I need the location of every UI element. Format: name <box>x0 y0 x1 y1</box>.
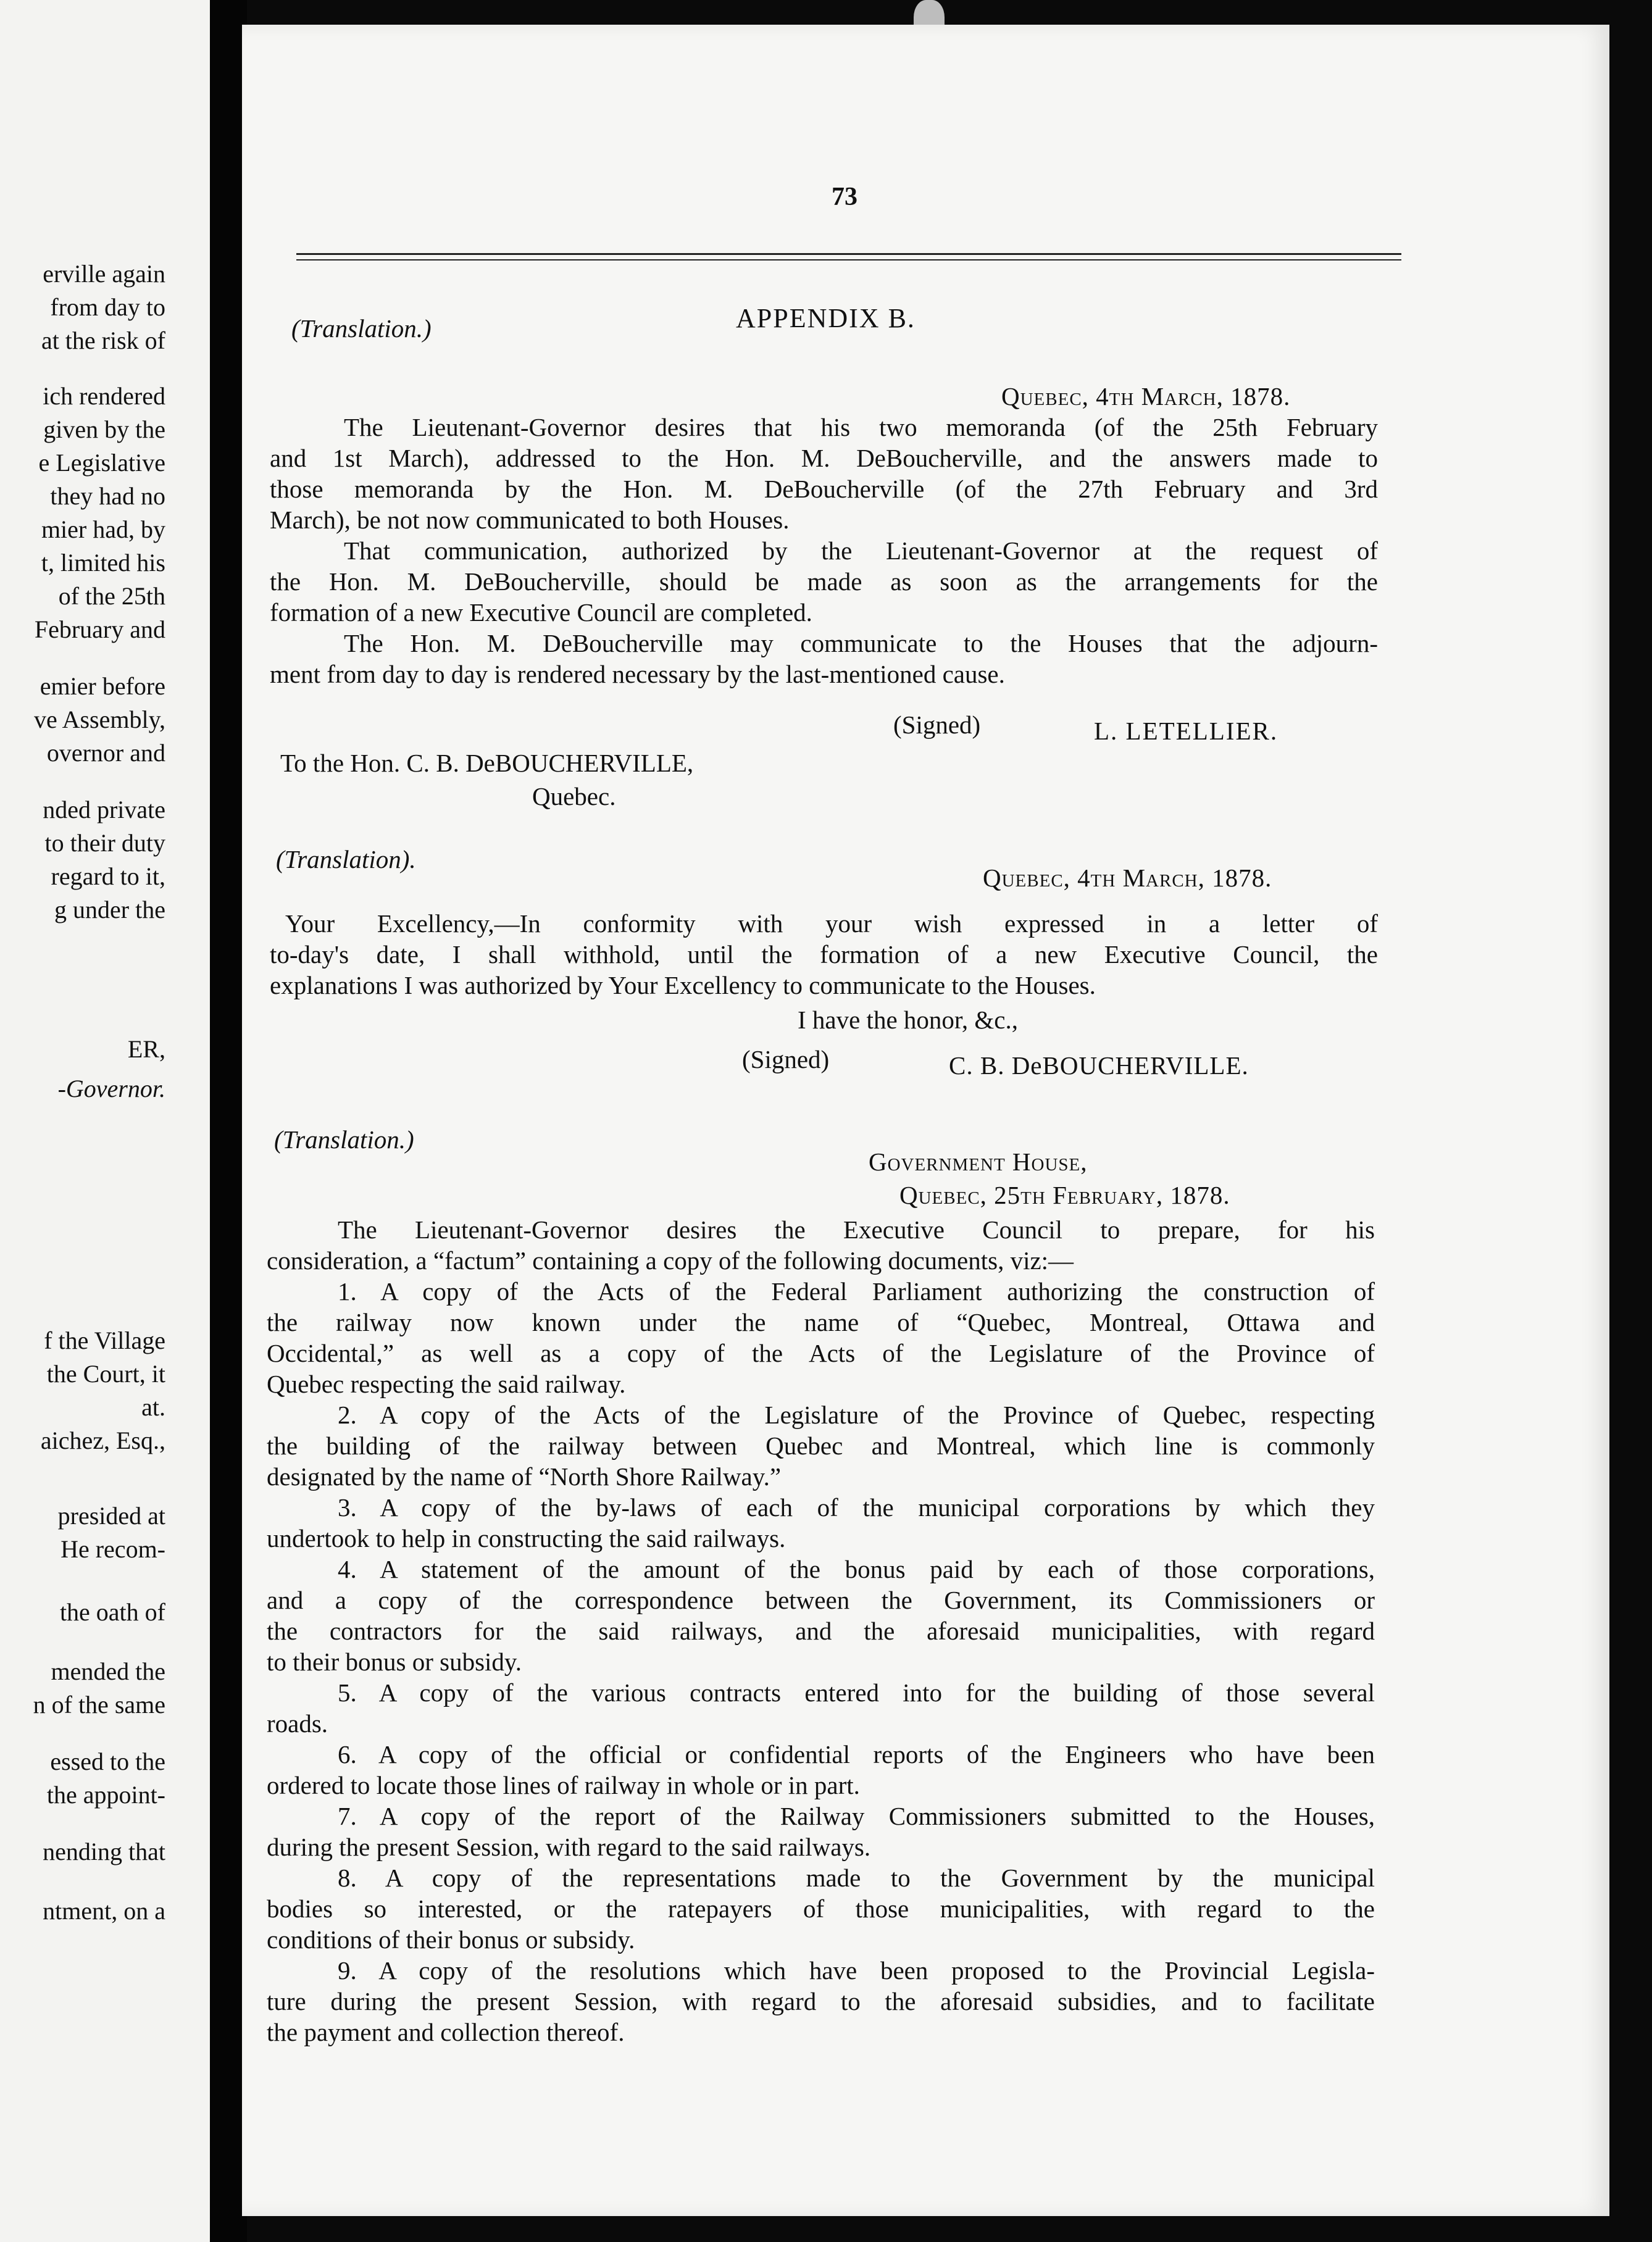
body-line: those memoranda by the Hon. M. DeBoucherville (of the 27th February and 3rd <box>270 475 1378 503</box>
left-page-line: February and <box>34 615 165 643</box>
body-line: ordered to locate those lines of railway in whole or in part. <box>267 1771 860 1799</box>
signed-label: (Signed) <box>893 711 981 739</box>
left-page-line: erville again <box>43 260 165 288</box>
body-line: That communication, authorized by the Lieutenant-Governor at the request of <box>344 536 1378 565</box>
translation-label-3: (Translation.) <box>274 1125 414 1154</box>
body-line: ture during the present Session, with regard to the aforesaid subsidies, and to facilitate <box>267 1987 1375 2015</box>
addressee-line-1: To the Hon. C. B. DeBOUCHERVILLE, <box>280 749 694 777</box>
left-page-line: overnor and <box>46 739 165 767</box>
body-line: the Hon. M. DeBoucherville, should be made as soon as the arrangements for the <box>270 567 1378 596</box>
left-page-line: ER, <box>127 1035 165 1063</box>
body-line: undertook to help in constructing the said railways. <box>267 1524 786 1552</box>
body-line: the railway now known under the name of “Quebec, Montreal, Ottawa and <box>267 1308 1375 1336</box>
body-line: bodies so interested, or the ratepayers of those municipalities, with regard to the <box>267 1894 1375 1923</box>
body-line: 6. A copy of the official or confidential reports of the Engineers who have been <box>338 1740 1375 1769</box>
left-page-line: g under the <box>54 896 165 923</box>
page-number: 73 <box>832 183 857 211</box>
body-line: Quebec respecting the said railway. <box>267 1370 626 1398</box>
book-gutter <box>210 0 247 2242</box>
translation-label-2: (Translation). <box>276 845 416 873</box>
closing: I have the honor, &c., <box>798 1006 1018 1034</box>
signer-deboucherville: C. B. DeBOUCHERVILLE. <box>949 1051 1249 1080</box>
body-line: conditions of their bonus or subsidy. <box>267 1925 635 1954</box>
body-line: explanations I was authorized by Your Excellency to communicate to the Houses. <box>270 971 1096 999</box>
header-rule <box>296 253 1401 255</box>
left-page-line: n of the same <box>33 1691 165 1719</box>
body-line: designated by the name of “North Shore Railway.” <box>267 1462 782 1491</box>
left-page-line: emier before <box>40 672 165 700</box>
body-line: during the present Session, with regard to the said railways. <box>267 1833 871 1861</box>
body-line: 4. A statement of the amount of the bonus paid by each of those corporations, <box>338 1555 1375 1583</box>
body-line: the contractors for the said railways, and the aforesaid municipalities, with regard <box>267 1617 1375 1645</box>
left-page-line: f the Village <box>44 1327 165 1354</box>
translation-label: (Translation.) <box>291 314 432 343</box>
body-line: the building of the railway between Quebec and Montreal, which line is commonly <box>267 1431 1375 1460</box>
left-page-line: nending that <box>43 1838 165 1865</box>
left-page-line: from day to <box>50 293 165 321</box>
body-line: and 1st March), addressed to the Hon. M. DeBoucherville, and the answers made to <box>270 444 1378 472</box>
body-line: The Lieutenant-Governor desires that his two memoranda (of the 25th February <box>344 413 1378 441</box>
left-page-line: given by the <box>43 415 165 443</box>
right-page <box>242 25 1609 2216</box>
left-page-line: He recom- <box>60 1535 165 1563</box>
left-page-line: at. <box>141 1393 165 1421</box>
left-page-line: ich rendered <box>43 382 165 410</box>
body-line: Occidental,” as well as a copy of the Acts of the Legislature of the Province of <box>267 1339 1375 1367</box>
body-line: roads. <box>267 1709 328 1738</box>
left-page-line: nded private <box>43 796 165 823</box>
body-line: consideration, a “factum” containing a copy of the following documents, viz:— <box>267 1246 1074 1275</box>
dateline: Quebec, 4th March, 1878. <box>1001 382 1291 410</box>
body-line: Your Excellency,—In conformity with your wish expressed in a letter of <box>285 909 1378 938</box>
left-page-line: e Legislative <box>38 449 165 477</box>
body-line: 2. A copy of the Acts of the Legislature of the Province of Quebec, respecting <box>338 1401 1375 1429</box>
signer-letellier: L. LETELLIER. <box>1094 717 1279 745</box>
body-line: the payment and collection thereof. <box>267 2018 625 2046</box>
body-line: 5. A copy of the various contracts entered into for the building of those several <box>338 1678 1375 1707</box>
left-page-line: t, limited his <box>41 549 165 577</box>
left-page-line: at the risk of <box>41 327 165 354</box>
dateline-2: Quebec, 4th March, 1878. <box>983 864 1272 892</box>
left-page-line: ve Assembly, <box>34 706 165 733</box>
left-page-line: aichez, Esq., <box>40 1427 165 1454</box>
place-line-1: Government House, <box>869 1148 1088 1176</box>
body-line: 9. A copy of the resolutions which have been proposed to the Provincial Legisla- <box>338 1956 1375 1985</box>
left-page <box>0 0 222 2242</box>
signed-label-2: (Signed) <box>742 1045 830 1073</box>
left-page-line: ntment, on a <box>43 1897 165 1925</box>
body-line: The Hon. M. DeBoucherville may communicate to the Houses that the adjourn- <box>344 629 1378 657</box>
body-line: 8. A copy of the representations made to the Government by the municipal <box>338 1864 1375 1892</box>
place-line-2: Quebec, 25th February, 1878. <box>899 1181 1230 1209</box>
header-rule-2 <box>296 259 1401 260</box>
body-line: and a copy of the correspondence between the Government, its Commissioners or <box>267 1586 1375 1614</box>
body-line: formation of a new Executive Council are completed. <box>270 598 812 627</box>
left-page-line: the appoint- <box>46 1781 165 1809</box>
body-line: ment from day to day is rendered necessary by the last-mentioned cause. <box>270 660 1005 688</box>
left-page-line: of the 25th <box>58 582 165 610</box>
body-line: 1. A copy of the Acts of the Federal Parliament authorizing the construction of <box>338 1277 1375 1306</box>
appendix-title: APPENDIX B. <box>736 303 916 333</box>
left-page-line: presided at <box>57 1502 165 1530</box>
body-line: to their bonus or subsidy. <box>267 1648 522 1676</box>
body-line: 7. A copy of the report of the Railway Commissioners submitted to the Houses, <box>338 1802 1375 1830</box>
left-page-line: they had no <box>50 482 165 510</box>
left-page-line: regard to it, <box>51 862 165 890</box>
left-page-line: essed to the <box>50 1748 165 1775</box>
body-line: to-day's date, I shall withhold, until the formation of a new Executive Council, the <box>270 940 1378 969</box>
body-line: 3. A copy of the by-laws of each of the municipal corporations by which they <box>338 1493 1375 1522</box>
addressee-line-2: Quebec. <box>532 782 616 811</box>
left-page-line: mended the <box>51 1657 165 1685</box>
body-line: The Lieutenant-Governor desires the Executive Council to prepare, for his <box>338 1215 1375 1244</box>
left-page-line: the oath of <box>59 1598 165 1626</box>
left-page-line: to their duty <box>44 829 165 857</box>
left-page-line: -Governor. <box>57 1075 165 1102</box>
left-page-line: mier had, by <box>41 515 165 543</box>
body-line: March), be not now communicated to both Houses. <box>270 506 790 534</box>
left-page-line: the Court, it <box>46 1360 165 1388</box>
